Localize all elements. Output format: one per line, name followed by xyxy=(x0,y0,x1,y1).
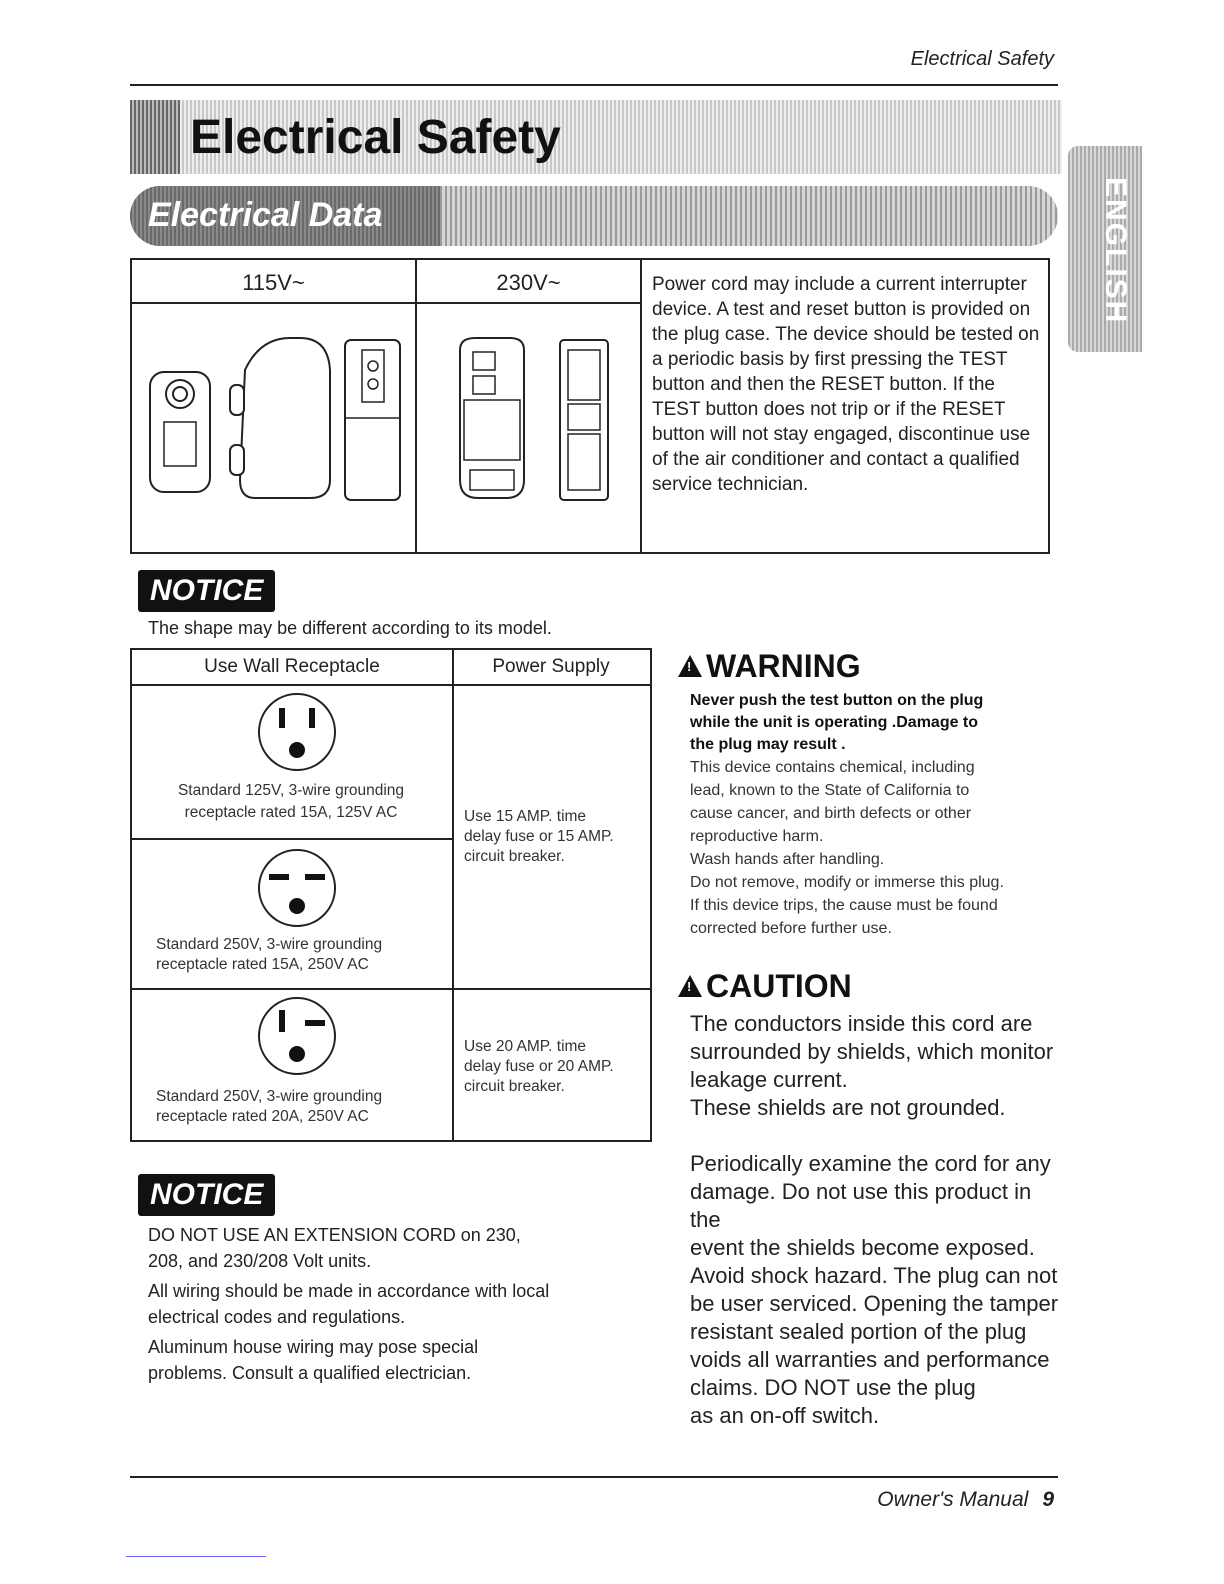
caution-line: as an on-off switch. xyxy=(690,1403,880,1428)
warning-line: Wash hands after handling. xyxy=(690,851,885,868)
supply-15a: delay fuse or 15 AMP. xyxy=(464,828,614,845)
footer xyxy=(877,1488,1054,1512)
table-divider xyxy=(130,838,454,840)
table-divider xyxy=(452,648,454,1140)
receptacle-desc: receptacle rated 15A, 250V AC xyxy=(156,956,369,973)
caution-line: voids all warranties and performance xyxy=(690,1347,1050,1372)
notice-line: DO NOT USE AN EXTENSION CORD on 230, xyxy=(148,1225,521,1245)
receptacle-desc: receptacle rated 15A, 125V AC xyxy=(184,804,398,821)
col-115v: 115V~ xyxy=(242,270,305,295)
warning-body xyxy=(690,690,1050,940)
receptacle-desc: Standard 250V, 3-wire grounding xyxy=(156,1088,383,1105)
supply-20a: Use 20 AMP. time xyxy=(464,1038,587,1055)
warning-title: WARNING xyxy=(706,648,861,684)
warning-heading xyxy=(678,648,861,685)
plug-115v-illustration xyxy=(140,330,410,510)
warning-icon xyxy=(678,655,702,677)
supply-20a: delay fuse or 20 AMP. xyxy=(464,1058,614,1075)
notice-line: All wiring should be made in accordance with local xyxy=(148,1281,550,1301)
language-tab-label: ENGLISH xyxy=(1099,177,1132,325)
supply-header: Power Supply xyxy=(492,656,610,677)
caution-line: claims. DO NOT use the plug xyxy=(690,1375,976,1400)
receptacle-desc: receptacle rated 20A, 250V AC xyxy=(156,1108,369,1125)
supply-20a: circuit breaker. xyxy=(464,1078,565,1095)
receptacle-125v-15a-icon xyxy=(255,690,339,774)
receptacle-250v-20a-icon xyxy=(255,994,339,1078)
caution-body xyxy=(690,1010,1060,1122)
warning-line: Do not remove, modify or immerse this plug. xyxy=(690,874,1004,891)
caution-line: event the shields become exposed. xyxy=(690,1235,1035,1260)
receptacle-desc: Standard 250V, 3-wire grounding xyxy=(156,936,383,953)
receptacle-desc: Standard 125V, 3-wire grounding xyxy=(177,782,405,799)
caution-line: surrounded by shields, which monitor xyxy=(690,1039,1054,1064)
caution-icon xyxy=(678,975,702,997)
receptacle-header: Use Wall Receptacle xyxy=(204,656,380,677)
caution-body-2 xyxy=(690,1150,1060,1430)
caution-title: CAUTION xyxy=(706,968,852,1004)
notice-extension-cord xyxy=(148,1222,549,1386)
cord-description: Power cord may include a current interrupter device. A test and reset button is provided on the plug case. The device should be tested on a periodic basis by first pressing the TEST button and then the RESET button. If the TEST button does not trip or if the RESET button will not stay engaged, discontinue use of the air conditioner and contact a qualified service technician. xyxy=(652,274,1040,495)
table-divider xyxy=(130,988,650,990)
footer-rule xyxy=(130,1476,1058,1478)
page-number: 9 xyxy=(1042,1488,1054,1511)
notice-label: NOTICE xyxy=(138,1174,275,1216)
supply-15a: circuit breaker. xyxy=(464,848,565,865)
page-title: Electrical Safety xyxy=(190,111,561,164)
notice-line: 208, and 230/208 Volt units. xyxy=(148,1251,372,1271)
plug-230v-illustration xyxy=(440,330,630,510)
table-divider xyxy=(130,302,642,304)
bottom-link-line xyxy=(126,1556,266,1557)
caution-heading xyxy=(678,968,852,1005)
warning-line: This device contains chemical, including xyxy=(690,759,975,776)
notice-line: problems. Consult a qualified electrician. xyxy=(148,1363,472,1383)
warning-line: Never push the test button on the plug xyxy=(690,692,984,709)
caution-line: The conductors inside this cord are xyxy=(690,1011,1033,1036)
caution-line: Periodically examine the cord for any xyxy=(690,1151,1051,1176)
warning-line: cause cancer, and birth defects or other xyxy=(690,805,972,822)
footer-label: Owner's Manual xyxy=(877,1488,1029,1511)
warning-line: corrected before further use. xyxy=(690,920,892,937)
caution-line: Avoid shock hazard. The plug can not xyxy=(690,1263,1058,1288)
section-title: Electrical Data xyxy=(148,196,383,234)
receptacle-250v-15a-icon xyxy=(255,846,339,930)
caution-line: damage. Do not use this product in the xyxy=(690,1179,1032,1232)
notice-line: Aluminum house wiring may pose special xyxy=(148,1337,479,1357)
notice-line: electrical codes and regulations. xyxy=(148,1307,406,1327)
warning-line: reproductive harm. xyxy=(690,828,824,845)
caution-line: These shields are not grounded. xyxy=(690,1095,1006,1120)
warning-line: while the unit is operating .Damage to xyxy=(690,714,979,731)
table-divider xyxy=(130,684,650,686)
warning-line: If this device trips, the cause must be found xyxy=(690,897,998,914)
notice-label: NOTICE xyxy=(138,570,275,612)
supply-15a: Use 15 AMP. time xyxy=(464,808,587,825)
header-rule xyxy=(130,84,1058,86)
caution-line: be user serviced. Opening the tamper xyxy=(690,1291,1059,1316)
notice-text: The shape may be different according to its model. xyxy=(148,618,552,638)
warning-line: the plug may result . xyxy=(690,736,846,753)
caution-line: leakage current. xyxy=(690,1067,848,1092)
col-230v: 230V~ xyxy=(496,270,561,295)
warning-line: lead, known to the State of California to xyxy=(690,782,970,799)
running-header: Electrical Safety xyxy=(910,48,1054,70)
caution-line: resistant sealed portion of the plug xyxy=(690,1319,1027,1344)
